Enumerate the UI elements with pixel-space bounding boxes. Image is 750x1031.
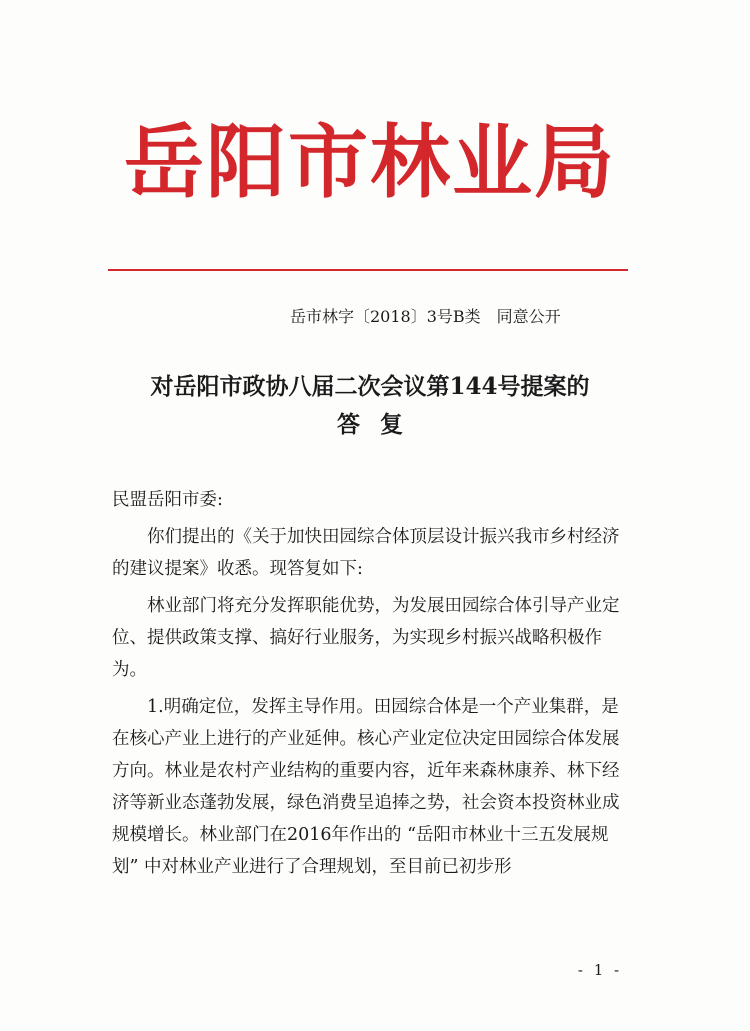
title-line-1: 对岳阳市政协八届二次会议第144号提案的	[150, 373, 590, 400]
body-paragraph: 你们提出的《关于加快田园综合体顶层设计振兴我市乡村经济的建议提案》收悉。现答复如下:	[112, 527, 620, 579]
document-number: 岳市林字〔2018〕3号B类	[290, 307, 481, 326]
document-title	[100, 368, 640, 444]
page-number: - 1 -	[577, 961, 623, 979]
disclosure-status: 同意公开	[496, 307, 561, 326]
document-body	[112, 484, 632, 888]
title-line-2: 答复	[337, 411, 423, 438]
red-divider-line	[108, 269, 628, 271]
agency-letterhead: 岳阳市林业局	[124, 115, 616, 209]
body-paragraph: 林业部门将充分发挥职能优势，为发展田园综合体引导产业定位、提供政策支撑、搞好行业服务，为实现乡村振兴战略积极作为。	[112, 596, 620, 680]
body-paragraph: 1.明确定位，发挥主导作用。田园综合体是一个产业集群，是在核心产业上进行的产业延伸。核心产业定位决定田园综合体发展方向。林业是农村产业结构的重要内容，近年来森林康养、林下经济等新业态蓬勃发展，绿色消费呈追捧之势，社会资本投资林业成规模增长。林业部门在2016年作出的 “岳阳市林业十三五发展规划” 中对林业产业进行了合理规划，至目前已初步形	[112, 697, 620, 877]
document-number-line	[290, 306, 630, 328]
salutation: 民盟岳阳市委:	[112, 490, 223, 510]
